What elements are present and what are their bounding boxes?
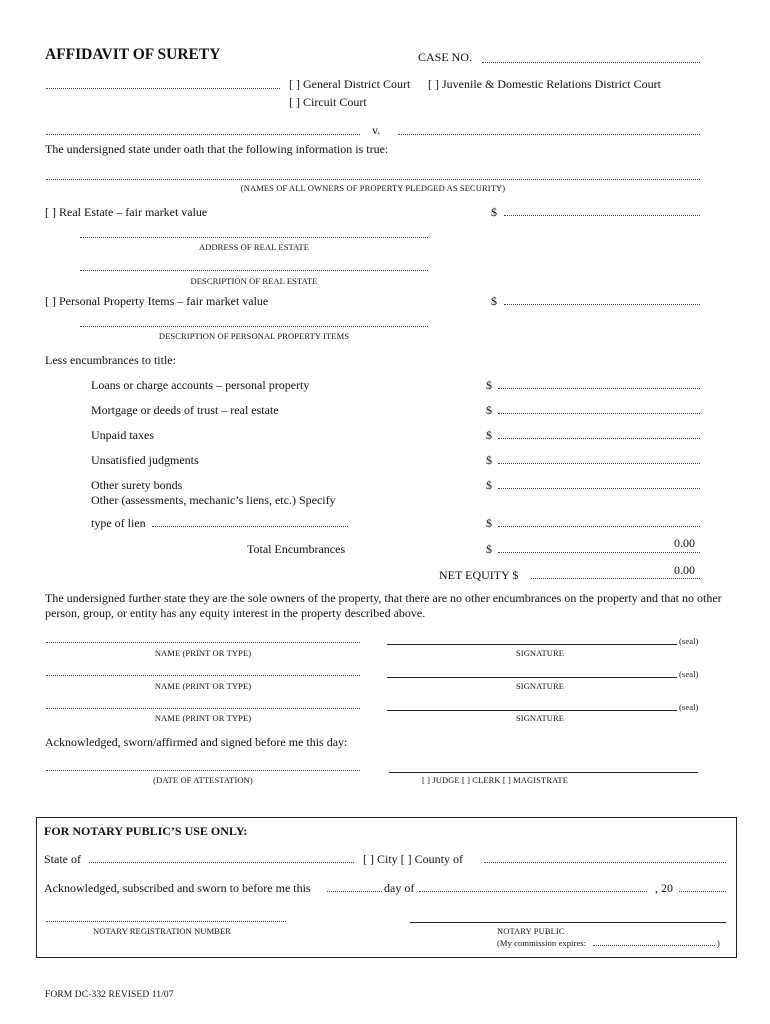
notary-heading: FOR NOTARY PUBLIC’S USE ONLY: bbox=[44, 824, 248, 838]
commission-close: ) bbox=[717, 938, 720, 948]
commission-caption: (My commission expires: bbox=[497, 938, 587, 948]
notary-signature-field[interactable] bbox=[410, 922, 726, 923]
seal-label: (seal) bbox=[679, 669, 699, 679]
date-of-attestation-field[interactable] bbox=[46, 770, 360, 771]
year-label: , 20 bbox=[655, 881, 673, 895]
encumbrance-dollar: $ bbox=[486, 378, 492, 392]
owners-names-field[interactable] bbox=[46, 179, 700, 180]
name-caption: NAME (PRINT OR TYPE) bbox=[154, 681, 252, 691]
registration-caption: NOTARY REGISTRATION NUMBER bbox=[93, 926, 232, 936]
mortgage-value-field[interactable] bbox=[498, 413, 700, 414]
signature-caption: SIGNATURE bbox=[515, 713, 565, 723]
total-encumbrances-label: Total Encumbrances bbox=[247, 542, 346, 556]
plaintiff-field[interactable] bbox=[46, 134, 360, 135]
judgments-value-field[interactable] bbox=[498, 463, 700, 464]
real-estate-checkbox[interactable]: [ ] Real Estate – fair market value bbox=[45, 205, 208, 219]
notary-ack-label: Acknowledged, subscribed and sworn to before me this bbox=[44, 881, 311, 895]
encumbrance-dollar: $ bbox=[486, 478, 492, 492]
personal-property-dollar: $ bbox=[491, 294, 497, 308]
type-of-lien-dollar: $ bbox=[486, 516, 492, 530]
address-caption: ADDRESS OF REAL ESTATE bbox=[198, 242, 310, 252]
unpaid-taxes-value-field[interactable] bbox=[498, 438, 700, 439]
real-estate-address-field[interactable] bbox=[80, 237, 428, 238]
notary-section bbox=[36, 817, 737, 958]
notary-public-caption: NOTARY PUBLIC bbox=[497, 926, 565, 936]
encumbrance-dollar: $ bbox=[486, 453, 492, 467]
jurisdiction-field[interactable] bbox=[46, 88, 280, 89]
juvenile-court-checkbox[interactable]: [ ] Juvenile & Domestic Relations District Court bbox=[428, 77, 661, 91]
personal-property-description-caption: DESCRIPTION OF PERSONAL PROPERTY ITEMS bbox=[158, 331, 350, 341]
other-encumbrance-label: Other (assessments, mechanic’s liens, etc.) Specify bbox=[91, 493, 336, 507]
signature-caption: SIGNATURE bbox=[515, 648, 565, 658]
city-county-checkboxes[interactable]: [ ] City [ ] County of bbox=[363, 852, 463, 866]
form-title: AFFIDAVIT OF SURETY bbox=[45, 46, 221, 63]
encumbrance-label: Mortgage or deeds of trust – real estate bbox=[91, 403, 279, 417]
name-field[interactable] bbox=[46, 675, 360, 676]
state-of-label: State of bbox=[44, 852, 81, 866]
circuit-court-checkbox[interactable]: [ ] Circuit Court bbox=[289, 95, 367, 109]
personal-property-value-field[interactable] bbox=[504, 304, 700, 305]
loans-value-field[interactable] bbox=[498, 388, 700, 389]
encumbrances-heading: Less encumbrances to title: bbox=[45, 353, 176, 367]
signature-field[interactable] bbox=[387, 710, 677, 711]
acknowledged-statement: Acknowledged, sworn/affirmed and signed before me this day: bbox=[45, 735, 348, 749]
case-no-label: CASE NO. bbox=[418, 50, 473, 64]
net-equity-field[interactable] bbox=[531, 578, 700, 579]
real-estate-value-field[interactable] bbox=[504, 215, 700, 216]
total-dollar: $ bbox=[486, 542, 492, 556]
name-caption: NAME (PRINT OR TYPE) bbox=[154, 713, 252, 723]
net-equity-value: 0.00 bbox=[674, 563, 695, 577]
signature-field[interactable] bbox=[387, 677, 677, 678]
ownership-statement: The undersigned further state they are the sole owners of the property, that there are no other encumbrances on the property and that no other person, group, or entity has any equity interest in the property described above. bbox=[45, 591, 722, 620]
day-of-label: day of bbox=[384, 881, 415, 895]
state-field[interactable] bbox=[89, 862, 354, 863]
notary-day-field[interactable] bbox=[327, 891, 382, 892]
name-field[interactable] bbox=[46, 708, 360, 709]
real-estate-description-caption: DESCRIPTION OF REAL ESTATE bbox=[190, 276, 318, 286]
total-encumbrances-field[interactable] bbox=[498, 552, 700, 553]
defendant-field[interactable] bbox=[398, 134, 700, 135]
encumbrance-label: Unpaid taxes bbox=[91, 428, 154, 442]
notary-registration-field[interactable] bbox=[46, 921, 286, 922]
type-of-lien-label: type of lien bbox=[91, 516, 146, 530]
type-of-lien-value-field[interactable] bbox=[498, 526, 700, 527]
official-role-checkboxes[interactable]: [ ] JUDGE [ ] CLERK [ ] MAGISTRATE bbox=[422, 775, 568, 785]
official-signature-field[interactable] bbox=[389, 772, 698, 773]
encumbrance-label: Unsatisfied judgments bbox=[91, 453, 199, 467]
encumbrance-dollar: $ bbox=[486, 428, 492, 442]
commission-expires-field[interactable] bbox=[593, 945, 715, 946]
oath-statement: The undersigned state under oath that the following information is true: bbox=[45, 142, 389, 156]
case-no-field[interactable] bbox=[482, 62, 700, 63]
net-equity-label: NET EQUITY $ bbox=[439, 568, 519, 582]
notary-month-field[interactable] bbox=[419, 891, 647, 892]
name-field[interactable] bbox=[46, 642, 360, 643]
personal-property-description-field[interactable] bbox=[80, 326, 428, 327]
date-caption: (DATE OF ATTESTATION) bbox=[153, 775, 253, 785]
real-estate-description-field[interactable] bbox=[80, 270, 428, 271]
personal-property-checkbox[interactable]: [ ] Personal Property Items – fair market value bbox=[45, 294, 269, 308]
encumbrance-label: Other surety bonds bbox=[91, 478, 183, 492]
form-footer: FORM DC-332 REVISED 11/07 bbox=[45, 990, 174, 1000]
versus-label: v. bbox=[372, 123, 381, 137]
encumbrance-dollar: $ bbox=[486, 403, 492, 417]
encumbrance-label: Loans or charge accounts – personal property bbox=[91, 378, 310, 392]
name-caption: NAME (PRINT OR TYPE) bbox=[154, 648, 252, 658]
real-estate-dollar: $ bbox=[491, 205, 497, 219]
surety-bonds-value-field[interactable] bbox=[498, 488, 700, 489]
signature-caption: SIGNATURE bbox=[515, 681, 565, 691]
county-field[interactable] bbox=[484, 862, 726, 863]
general-district-court-checkbox[interactable]: [ ] General District Court bbox=[289, 77, 411, 91]
seal-label: (seal) bbox=[679, 636, 699, 646]
owners-caption: (NAMES OF ALL OWNERS OF PROPERTY PLEDGED AS SECURITY) bbox=[240, 183, 506, 193]
total-encumbrances-value: 0.00 bbox=[674, 536, 695, 550]
type-of-lien-field[interactable] bbox=[152, 526, 348, 527]
notary-year-field[interactable] bbox=[679, 891, 726, 892]
seal-label: (seal) bbox=[679, 702, 699, 712]
signature-field[interactable] bbox=[387, 644, 677, 645]
